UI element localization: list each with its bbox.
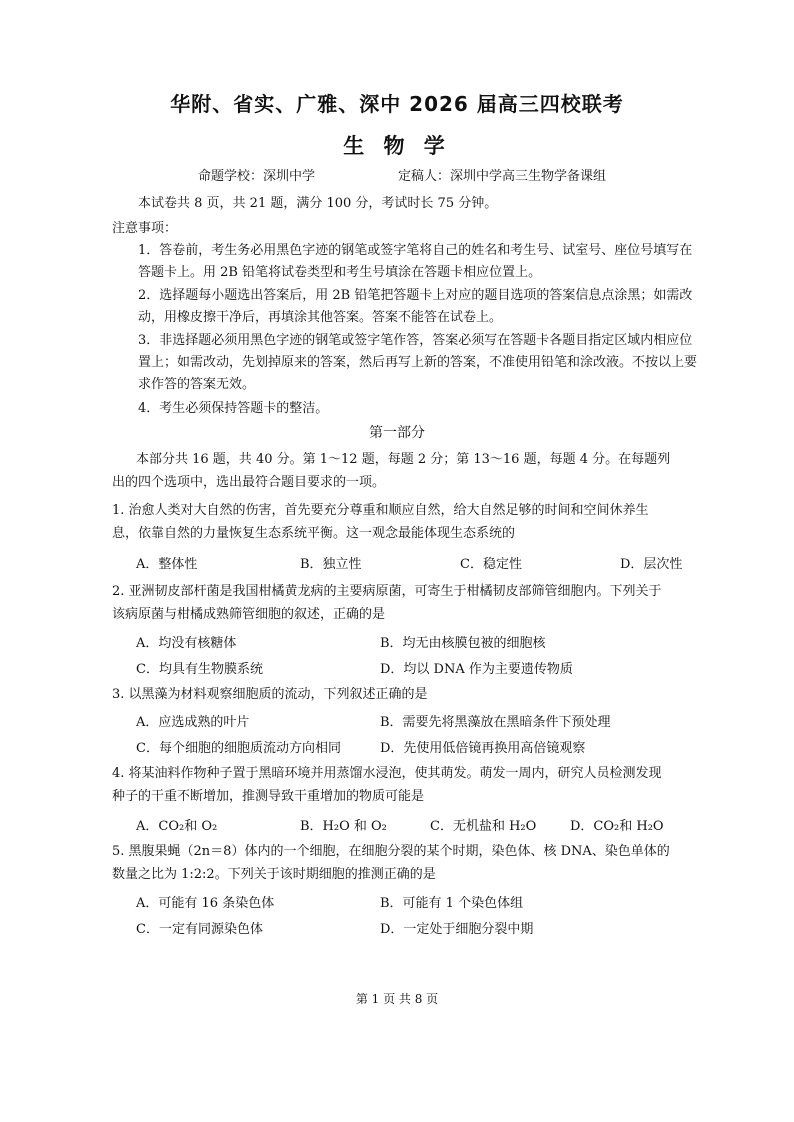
option-a: A．应选成熟的叶片: [136, 715, 250, 730]
option-d: D．一定处于细胞分裂中期: [380, 922, 534, 937]
question-stem: 4. 将某油料作物种子置于黑暗环境并用蒸馏水浸泡，使其萌发。萌发一周内，研究人员检测发现种子的干重不断增加，推测导致干重增加的物质可能是: [112, 766, 662, 804]
option-d: D．均以 DNA 作为主要遗传物质: [380, 662, 573, 677]
question-stem: 3. 以黑藻为材料观察细胞质的流动，下列叙述正确的是: [112, 687, 428, 702]
option-c: C．无机盐和 H₂O: [430, 819, 537, 834]
setter-school: 命题学校：深圳中学: [198, 169, 316, 184]
option-b: B．可能有 1 个染色体组: [380, 896, 524, 911]
notes-heading: 注意事项：: [112, 221, 178, 236]
option-c: C．一定有同源染色体: [136, 922, 263, 937]
subject-title: 生 物 学: [343, 134, 451, 158]
option-a: A．均没有核糖体: [136, 636, 237, 651]
option-b: B．均无由核膜包被的细胞核: [380, 636, 546, 651]
note-item: 1．答卷前，考生务必用黑色字迹的钢笔或签字笔将自己的姓名和考生号、试室号、座位号填写在答题卡上。用 2B 铅笔将试卷类型和考生号填涂在答题卡相应位置上。: [138, 243, 693, 280]
page-footer: 第 1 页 共 8 页: [355, 992, 439, 1006]
option-c: C．均具有生物膜系统: [136, 662, 263, 677]
option-b: B．H₂O 和 O₂: [300, 819, 387, 834]
exam-title: 华附、省实、广雅、深中 2026 届高三四校联考: [170, 92, 624, 116]
question-stem: 2. 亚洲韧皮部杆菌是我国柑橘黄龙病的主要病原菌，可寄生于柑橘韧皮部筛管细胞内。下列关于该病原菌与柑橘成熟筛管细胞的叙述，正确的是: [112, 584, 662, 622]
option-c: C．稳定性: [460, 557, 522, 572]
option-c: C．每个细胞的细胞质流动方向相同: [136, 741, 341, 756]
option-b: B．需要先将黑藻放在黑暗条件下预处理: [380, 715, 611, 730]
option-d: D．CO₂和 H₂O: [570, 819, 664, 834]
exam-info: 本试卷共 8 页，共 21 题，满分 100 分，考试时长 75 分钟。: [138, 196, 498, 211]
option-d: D．层次性: [620, 557, 683, 572]
option-a: A．可能有 16 条染色体: [136, 896, 275, 911]
part-title: 第一部分: [369, 425, 425, 441]
question-stem: 1. 治愈人类对大自然的伤害，首先要充分尊重和顺应自然，给大自然足够的时间和空间休养生息，依靠自然的力量恢复生态系统平衡。这一观念最能体现生态系统的: [112, 503, 649, 541]
finalizer: 定稿人：深圳中学高三生物学备课组: [398, 169, 607, 184]
note-item: 2．选择题每小题选出答案后，用 2B 铅笔把答题卡上对应的题目选项的答案信息点涂黑；如需改动，用橡皮擦干净后，再填涂其他答案。答案不能答在试卷上。: [138, 288, 693, 325]
question-stem: 5. 黑腹果蝇（2n＝8）体内的一个细胞，在细胞分裂的某个时期，染色体、核 DNA、染色单体的数量之比为 1:2:2。下列关于该时期细胞的推测正确的是: [112, 844, 670, 882]
note-item: 4．考生必须保持答题卡的整洁。: [138, 401, 329, 416]
part-intro: 本部分共 16 题，共 40 分。第 1～12 题，每题 2 分；第 13～16 题，每题 4 分。在每题列出的四个选项中，选出最符合题目要求的一项。: [112, 452, 671, 490]
option-b: B．独立性: [300, 557, 362, 572]
note-item: 3．非选择题必须用黑色字迹的钢笔或签字笔作答，答案必须写在答题卡各题目指定区域内相应位置上；如需改动，先划掉原来的答案，然后再写上新的答案，不准使用铅笔和涂改液。不按以上要求作答的答案无效。: [138, 333, 698, 392]
option-a: A．整体性: [136, 557, 198, 572]
option-d: D．先使用低倍镜再换用高倍镜观察: [380, 741, 586, 756]
option-a: A．CO₂和 O₂: [136, 819, 218, 834]
